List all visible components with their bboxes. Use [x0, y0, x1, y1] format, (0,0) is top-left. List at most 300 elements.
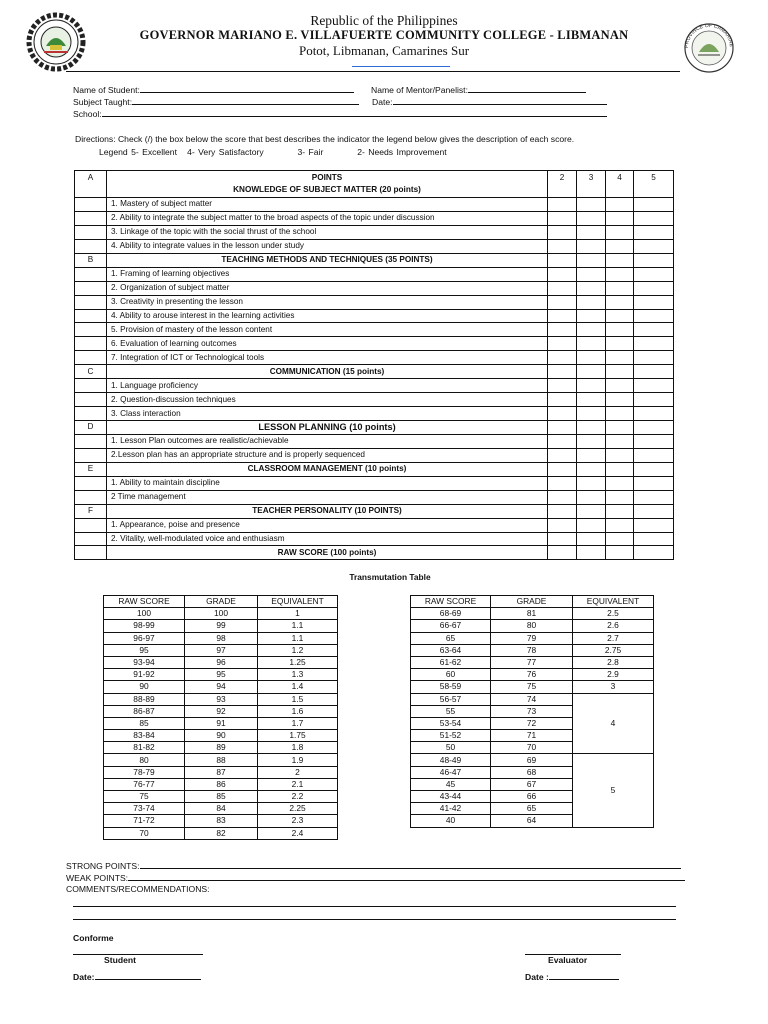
b-item-3-score-box-4[interactable] [606, 295, 634, 309]
table-row [104, 803, 338, 815]
grade-cell: 76 [491, 669, 573, 681]
left-table-header-2: EQUIVALENT [258, 596, 338, 608]
grade-cell: 73 [491, 705, 573, 717]
criteria-label: 1. Lesson Plan outcomes are realistic/achievable [107, 434, 548, 448]
e-item-2-score-box-4[interactable] [606, 490, 634, 504]
left-table-header-0: RAW SCORE [104, 596, 185, 608]
raw-score-cell: 80 [104, 754, 185, 766]
a-item-3-score-box-3[interactable] [577, 225, 606, 239]
table-row [104, 656, 338, 668]
conforme-label: Conforme [73, 933, 114, 943]
e-item-1-score-box-5[interactable] [634, 476, 674, 490]
e-item-2-score-box-3[interactable] [577, 490, 606, 504]
table-row [411, 608, 654, 620]
a-item-3-score-box-4[interactable] [606, 225, 634, 239]
weak-points-line[interactable] [128, 872, 685, 881]
section-d-blank [606, 421, 634, 435]
table-row [104, 717, 338, 729]
equivalent-cell: 1.25 [258, 656, 338, 668]
grade-cell: 81 [491, 608, 573, 620]
criteria-row [75, 532, 674, 546]
empty-letter-cell [75, 476, 107, 490]
b-item-7-score-box-5[interactable] [634, 351, 674, 365]
eval-header-row [75, 171, 674, 198]
d-item-1-score-box-4[interactable] [606, 434, 634, 448]
equivalent-cell: 2.7 [573, 632, 654, 644]
section-row-d [75, 421, 674, 435]
criteria-row [75, 407, 674, 421]
criteria-label: 3. Creativity in presenting the lesson [107, 295, 548, 309]
b-item-3-score-box-3[interactable] [577, 295, 606, 309]
raw-score-label: RAW SCORE (100 points) [107, 546, 548, 560]
criteria-row [75, 518, 674, 532]
raw-score-cell: 51-52 [411, 730, 491, 742]
c-item-3-score-box-5[interactable] [634, 407, 674, 421]
b-item-5-score-box-4[interactable] [606, 323, 634, 337]
e-item-2-score-box-2[interactable] [548, 490, 577, 504]
section-letter-b: B [75, 253, 107, 267]
strong-points-label: STRONG POINTS: [66, 861, 140, 871]
grade-cell: 95 [185, 669, 258, 681]
table-row [104, 730, 338, 742]
equivalent-cell: 1.8 [258, 742, 338, 754]
grade-cell: 77 [491, 656, 573, 668]
f-item-2-score-box-4[interactable] [606, 532, 634, 546]
right-table-header-row [411, 596, 654, 608]
grade-cell: 97 [185, 644, 258, 656]
empty-letter-cell [75, 351, 107, 365]
equivalent-cell: 2.1 [258, 778, 338, 790]
school-label: School: [73, 109, 102, 119]
empty-letter-cell [75, 532, 107, 546]
grade-cell: 94 [185, 681, 258, 693]
f-item-1-score-box-4[interactable] [606, 518, 634, 532]
equivalent-cell: 1.4 [258, 681, 338, 693]
left-table-header-1: GRADE [185, 596, 258, 608]
criteria-label: 1. Language proficiency [107, 379, 548, 393]
grade-cell: 93 [185, 693, 258, 705]
grade-cell: 100 [185, 608, 258, 620]
a-item-2-score-box-4[interactable] [606, 211, 634, 225]
c-item-1-score-box-4[interactable] [606, 379, 634, 393]
student-label: Student [104, 955, 136, 965]
f-item-2-score-box-5[interactable] [634, 532, 674, 546]
equivalent-cell: 2.75 [573, 644, 654, 656]
d-item-2-score-box-4[interactable] [606, 448, 634, 462]
f-item-1-score-box-3[interactable] [577, 518, 606, 532]
c-item-3-score-box-2[interactable] [548, 407, 577, 421]
criteria-row [75, 295, 674, 309]
right-table-header-0: RAW SCORE [411, 596, 491, 608]
a-item-4-score-box-5[interactable] [634, 239, 674, 253]
a-item-4-score-box-2[interactable] [548, 239, 577, 253]
empty-letter-cell [75, 267, 107, 281]
grade-cell: 78 [491, 644, 573, 656]
criteria-row [75, 198, 674, 212]
b-item-5-score-box-5[interactable] [634, 323, 674, 337]
b-item-3-score-box-5[interactable] [634, 295, 674, 309]
table-row [104, 669, 338, 681]
section-e-blank [577, 462, 606, 476]
raw-score-cell: 91-92 [104, 669, 185, 681]
b-item-4-score-box-4[interactable] [606, 309, 634, 323]
b-item-6-score-box-2[interactable] [548, 337, 577, 351]
grade-cell: 67 [491, 778, 573, 790]
raw-score-score-box-2[interactable] [548, 546, 577, 560]
date-label: Date: [372, 97, 393, 107]
empty-letter-cell [75, 407, 107, 421]
legend-text: Legend 5- Excellent 4- Very Satisfactory 3- Fair 2- Needs Improvement [99, 147, 447, 157]
raw-score-cell: 63-64 [411, 644, 491, 656]
grade-cell: 84 [185, 803, 258, 815]
criteria-row [75, 379, 674, 393]
section-d-blank [548, 421, 577, 435]
subject-line[interactable] [132, 96, 359, 105]
raw-score-cell: 93-94 [104, 656, 185, 668]
directions-text: Directions: Check (/) the box below the score that best describes the indicator the legend below gives the description of each score. [75, 134, 575, 144]
grade-cell: 65 [491, 803, 573, 815]
equivalent-cell: 2.9 [573, 669, 654, 681]
section-d-blank [634, 421, 674, 435]
b-item-1-score-box-4[interactable] [606, 267, 634, 281]
empty-letter-cell [75, 337, 107, 351]
table-row [104, 681, 338, 693]
student-name-label: Name of Student: [73, 85, 140, 95]
d-item-2-score-box-3[interactable] [577, 448, 606, 462]
grade-cell: 96 [185, 656, 258, 668]
equivalent-cell: 1.3 [258, 669, 338, 681]
weak-points-field[interactable] [66, 872, 685, 883]
score-header-2: 2 [548, 171, 577, 198]
raw-score-cell: 65 [411, 632, 491, 644]
criteria-row [75, 490, 674, 504]
raw-score-cell: 41-42 [411, 803, 491, 815]
equivalent-cell-merged-5: 5 [573, 754, 654, 827]
c-item-2-score-box-5[interactable] [634, 393, 674, 407]
student-date-field[interactable] [73, 971, 201, 982]
d-item-2-score-box-2[interactable] [548, 448, 577, 462]
section-e-blank [606, 462, 634, 476]
b-item-2-score-box-4[interactable] [606, 281, 634, 295]
e-item-1-score-box-4[interactable] [606, 476, 634, 490]
e-item-2-score-box-5[interactable] [634, 490, 674, 504]
b-item-5-score-box-3[interactable] [577, 323, 606, 337]
raw-score-cell: 73-74 [104, 803, 185, 815]
points-header-label: POINTS [311, 173, 343, 182]
b-item-2-score-box-2[interactable] [548, 281, 577, 295]
table-row [104, 693, 338, 705]
section-row-f [75, 504, 674, 518]
comments-line-2[interactable] [73, 919, 676, 920]
right-table-header-2: EQUIVALENT [573, 596, 654, 608]
criteria-label: 3. Class interaction [107, 407, 548, 421]
date-line[interactable] [393, 96, 607, 105]
table-row [104, 827, 338, 839]
b-item-6-score-box-5[interactable] [634, 337, 674, 351]
table-row [411, 754, 654, 766]
f-item-2-score-box-3[interactable] [577, 532, 606, 546]
b-item-4-score-box-5[interactable] [634, 309, 674, 323]
criteria-label: 4. Ability to arouse interest in the learning activities [107, 309, 548, 323]
raw-score-cell: 71-72 [104, 815, 185, 827]
criteria-label: 2. Ability to integrate the subject matter to the broad aspects of the topic under discussion [107, 211, 548, 225]
evaluator-label: Evaluator [548, 955, 588, 965]
f-item-1-score-box-2[interactable] [548, 518, 577, 532]
a-item-2-score-box-3[interactable] [577, 211, 606, 225]
subject-field[interactable] [73, 96, 359, 108]
evaluator-date-line[interactable] [549, 971, 619, 980]
b-item-7-score-box-2[interactable] [548, 351, 577, 365]
grade-cell: 80 [491, 620, 573, 632]
section-c-title: COMMUNICATION (15 points) [107, 365, 548, 379]
d-item-1-score-box-5[interactable] [634, 434, 674, 448]
strong-points-line[interactable] [140, 860, 681, 869]
equivalent-cell: 1 [258, 608, 338, 620]
criteria-label: 4. Ability to integrate values in the lesson under study [107, 239, 548, 253]
a-item-2-score-box-5[interactable] [634, 211, 674, 225]
raw-score-cell: 90 [104, 681, 185, 693]
empty-letter-cell [75, 448, 107, 462]
equivalent-cell: 1.1 [258, 620, 338, 632]
raw-score-score-box-3[interactable] [577, 546, 606, 560]
left-table-header-row [104, 596, 338, 608]
section-letter-f: F [75, 504, 107, 518]
equivalent-cell: 2.25 [258, 803, 338, 815]
d-item-2-score-box-5[interactable] [634, 448, 674, 462]
b-item-4-score-box-3[interactable] [577, 309, 606, 323]
evaluation-table [74, 170, 674, 560]
raw-score-cell: 46-47 [411, 766, 491, 778]
a-item-4-score-box-4[interactable] [606, 239, 634, 253]
raw-score-score-box-5[interactable] [634, 546, 674, 560]
grade-cell: 86 [185, 778, 258, 790]
empty-letter-cell [75, 225, 107, 239]
grade-cell: 85 [185, 791, 258, 803]
c-item-3-score-box-3[interactable] [577, 407, 606, 421]
date-field[interactable] [372, 96, 607, 108]
e-item-1-score-box-3[interactable] [577, 476, 606, 490]
criteria-row [75, 434, 674, 448]
empty-letter-cell [75, 393, 107, 407]
document-header [0, 0, 768, 80]
b-item-6-score-box-4[interactable] [606, 337, 634, 351]
school-field[interactable] [73, 108, 607, 120]
b-item-2-score-box-3[interactable] [577, 281, 606, 295]
section-b-blank [548, 253, 577, 267]
criteria-row [75, 267, 674, 281]
section-e-title: CLASSROOM MANAGEMENT (10 points) [107, 462, 548, 476]
equivalent-cell: 2 [258, 766, 338, 778]
criteria-label: 2. Vitality, well-modulated voice and enthusiasm [107, 532, 548, 546]
c-item-1-score-box-3[interactable] [577, 379, 606, 393]
criteria-row [75, 476, 674, 490]
section-e-blank [548, 462, 577, 476]
criteria-row [75, 281, 674, 295]
mentor-name-label: Name of Mentor/Panelist: [371, 85, 468, 95]
raw-score-cell: 96-97 [104, 632, 185, 644]
section-row-b [75, 253, 674, 267]
f-item-1-score-box-5[interactable] [634, 518, 674, 532]
b-item-6-score-box-3[interactable] [577, 337, 606, 351]
raw-score-cell: 81-82 [104, 742, 185, 754]
grade-cell: 98 [185, 632, 258, 644]
section-b-title: TEACHING METHODS AND TECHNIQUES (35 POINTS) [107, 253, 548, 267]
equivalent-cell: 1.5 [258, 693, 338, 705]
raw-score-cell: 85 [104, 717, 185, 729]
b-item-1-score-box-3[interactable] [577, 267, 606, 281]
student-name-line[interactable] [140, 84, 354, 93]
criteria-label: 1. Mastery of subject matter [107, 198, 548, 212]
b-item-7-score-box-3[interactable] [577, 351, 606, 365]
equivalent-cell: 1.75 [258, 730, 338, 742]
empty-letter-cell [75, 323, 107, 337]
b-item-7-score-box-4[interactable] [606, 351, 634, 365]
c-item-2-score-box-3[interactable] [577, 393, 606, 407]
c-item-1-score-box-2[interactable] [548, 379, 577, 393]
raw-score-cell: 83-84 [104, 730, 185, 742]
table-row [104, 766, 338, 778]
raw-score-cell: 60 [411, 669, 491, 681]
table-row [104, 791, 338, 803]
section-f-blank [606, 504, 634, 518]
empty-letter-cell [75, 518, 107, 532]
table-row [104, 754, 338, 766]
raw-score-cell: 58-59 [411, 681, 491, 693]
equivalent-cell: 1.6 [258, 705, 338, 717]
criteria-label: 7. Integration of ICT or Technological tools [107, 351, 548, 365]
school-line[interactable] [102, 108, 607, 117]
score-header-5: 5 [634, 171, 674, 198]
criteria-row [75, 337, 674, 351]
equivalent-cell-merged-4: 4 [573, 693, 654, 754]
e-item-1-score-box-2[interactable] [548, 476, 577, 490]
raw-score-cell: 55 [411, 705, 491, 717]
c-item-3-score-box-4[interactable] [606, 407, 634, 421]
a-item-2-score-box-2[interactable] [548, 211, 577, 225]
table-row [411, 644, 654, 656]
transmutation-table-right [410, 595, 654, 828]
grade-cell: 82 [185, 827, 258, 839]
equivalent-cell: 1.9 [258, 754, 338, 766]
a-item-3-score-box-5[interactable] [634, 225, 674, 239]
criteria-label: 2. Organization of subject matter [107, 281, 548, 295]
empty-letter-cell [75, 295, 107, 309]
raw-score-row [75, 546, 674, 560]
section-letter-a: A [75, 171, 107, 198]
grade-cell: 83 [185, 815, 258, 827]
grade-cell: 70 [491, 742, 573, 754]
equivalent-cell: 2.2 [258, 791, 338, 803]
c-item-2-score-box-4[interactable] [606, 393, 634, 407]
criteria-row [75, 211, 674, 225]
raw-score-cell: 78-79 [104, 766, 185, 778]
criteria-label: 1. Framing of learning objectives [107, 267, 548, 281]
grade-cell: 87 [185, 766, 258, 778]
header-rule [66, 71, 680, 72]
d-item-1-score-box-3[interactable] [577, 434, 606, 448]
b-item-3-score-box-2[interactable] [548, 295, 577, 309]
grade-cell: 88 [185, 754, 258, 766]
score-header-4: 4 [606, 171, 634, 198]
a-item-4-score-box-3[interactable] [577, 239, 606, 253]
section-f-title: TEACHER PERSONALITY (10 POINTS) [107, 504, 548, 518]
b-item-1-score-box-5[interactable] [634, 267, 674, 281]
student-signature-line[interactable] [73, 954, 203, 955]
grade-cell: 79 [491, 632, 573, 644]
table-row [411, 669, 654, 681]
criteria-label: 5. Provision of mastery of the lesson content [107, 323, 548, 337]
empty-letter-cell [75, 281, 107, 295]
section-c-blank [606, 365, 634, 379]
criteria-label: 6. Evaluation of learning outcomes [107, 337, 548, 351]
empty-letter-cell [75, 211, 107, 225]
grade-cell: 91 [185, 717, 258, 729]
c-item-1-score-box-5[interactable] [634, 379, 674, 393]
section-b-blank [606, 253, 634, 267]
comments-line-1[interactable] [73, 906, 676, 907]
a-item-1-score-box-2[interactable] [548, 198, 577, 212]
college-address: Potot, Libmanan, Camarines Sur [298, 43, 470, 58]
right-table-header-1: GRADE [491, 596, 573, 608]
section-letter-c: C [75, 365, 107, 379]
section-c-blank [548, 365, 577, 379]
student-date-line[interactable] [95, 971, 201, 980]
b-item-4-score-box-2[interactable] [548, 309, 577, 323]
grade-cell: 64 [491, 815, 573, 827]
grade-cell: 66 [491, 791, 573, 803]
evaluator-date-field[interactable] [525, 971, 619, 982]
section-e-blank [634, 462, 674, 476]
student-name-field[interactable] [73, 84, 354, 96]
comments-label: COMMENTS/RECOMMENDATIONS: [66, 884, 210, 894]
b-item-1-score-box-2[interactable] [548, 267, 577, 281]
criteria-label: 2 Time management [107, 490, 548, 504]
c-item-2-score-box-2[interactable] [548, 393, 577, 407]
table-row [104, 644, 338, 656]
raw-score-score-box-4[interactable] [606, 546, 634, 560]
b-item-2-score-box-5[interactable] [634, 281, 674, 295]
equivalent-cell: 1.7 [258, 717, 338, 729]
empty-letter-cell [75, 198, 107, 212]
equivalent-cell: 2.3 [258, 815, 338, 827]
a-item-1-score-box-3[interactable] [577, 198, 606, 212]
equivalent-cell: 2.5 [573, 608, 654, 620]
d-item-1-score-box-2[interactable] [548, 434, 577, 448]
raw-score-cell: 86-87 [104, 705, 185, 717]
a-item-1-score-box-5[interactable] [634, 198, 674, 212]
a-item-1-score-box-4[interactable] [606, 198, 634, 212]
table-row [104, 608, 338, 620]
student-date-label: Date: [73, 972, 95, 982]
grade-cell: 72 [491, 717, 573, 729]
mentor-name-field[interactable] [371, 84, 586, 96]
b-item-5-score-box-2[interactable] [548, 323, 577, 337]
section-letter-e: E [75, 462, 107, 476]
points-header [107, 171, 548, 198]
section-row-e [75, 462, 674, 476]
table-row [411, 681, 654, 693]
strong-points-field[interactable] [66, 860, 681, 871]
f-item-2-score-box-2[interactable] [548, 532, 577, 546]
empty-letter-cell [75, 490, 107, 504]
criteria-row [75, 225, 674, 239]
a-item-3-score-box-2[interactable] [548, 225, 577, 239]
raw-score-cell: 50 [411, 742, 491, 754]
raw-score-cell: 95 [104, 644, 185, 656]
grade-cell: 68 [491, 766, 573, 778]
raw-score-cell: 68-69 [411, 608, 491, 620]
mentor-name-line[interactable] [468, 84, 586, 93]
